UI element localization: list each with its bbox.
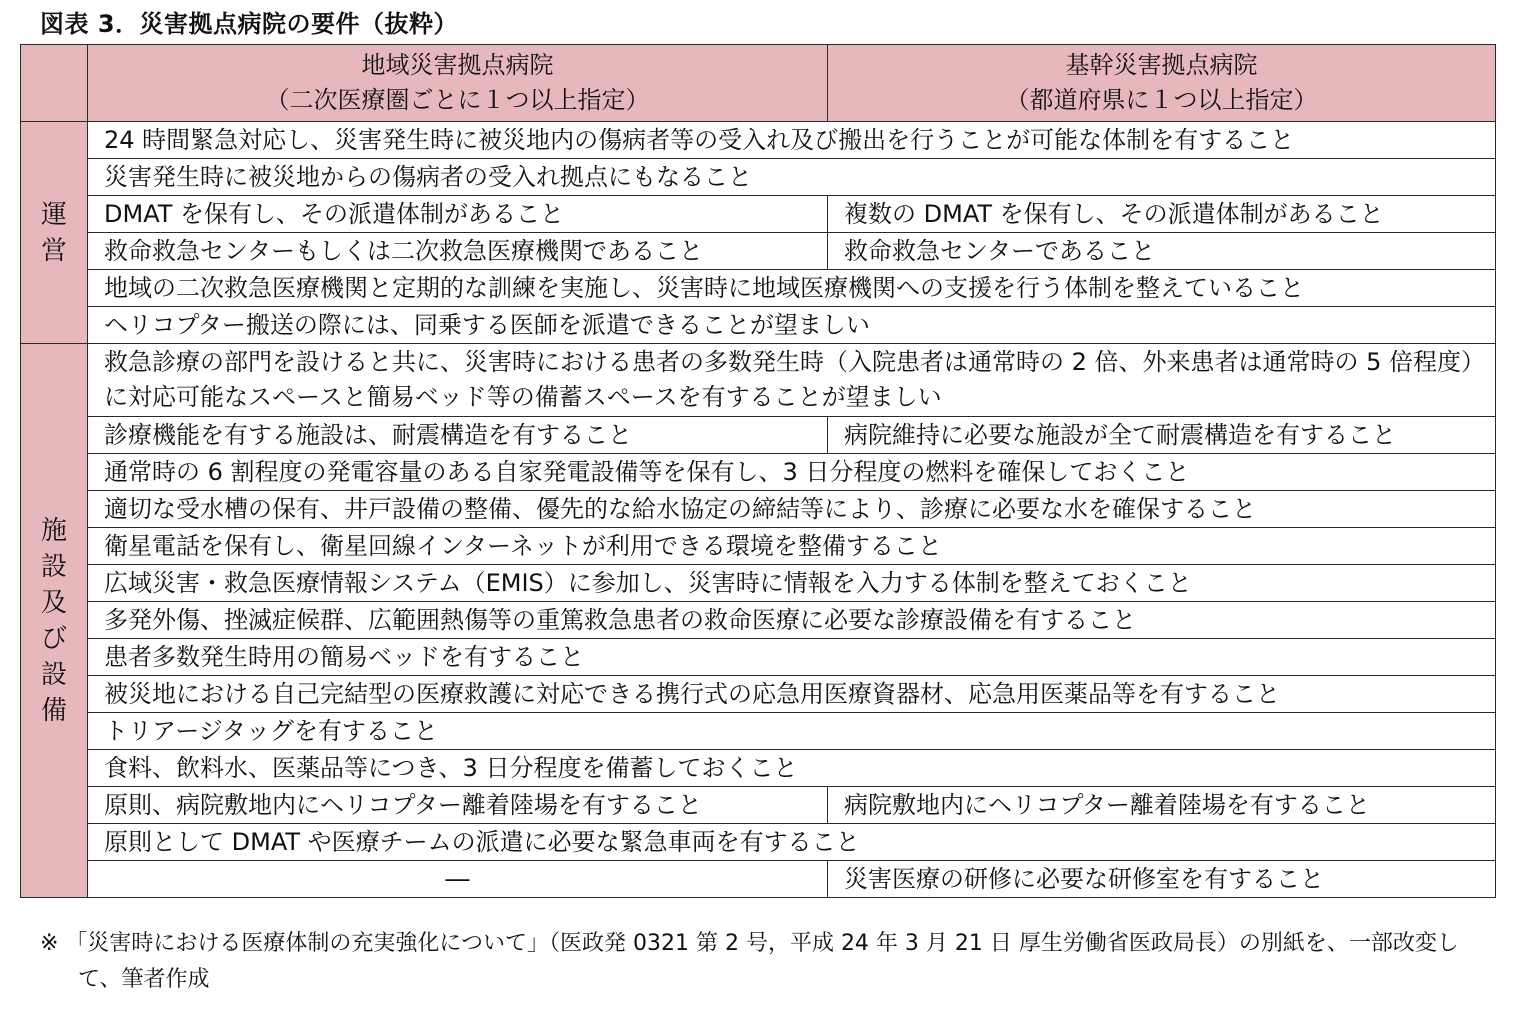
requirement-cell: 広域災害・救急医療情報システム（EMIS）に参加し、災害時に情報を入力する体制を整えておくこと bbox=[88, 565, 1496, 602]
requirement-cell: 適切な受水槽の保有、井戸設備の整備、優先的な給水協定の締結等により、診療に必要な水を確保すること bbox=[88, 491, 1496, 528]
table-row bbox=[21, 159, 1496, 196]
header-regional-subtitle: （二次医療圏ごとに１つ以上指定） bbox=[265, 86, 650, 114]
table-row bbox=[21, 344, 1496, 417]
figure-title: 図表 3．災害拠点病院の要件（抜粋） bbox=[40, 10, 459, 38]
table-row bbox=[21, 750, 1496, 787]
source-note: ※ 「災害時における医療体制の充実強化について」（医政発 0321 第 2 号，平成 24 年 3 月 21 日 厚生労働省医政局長）の別紙を、一部改変して、筆者作成 bbox=[40, 931, 1459, 992]
header-core-hospital bbox=[828, 45, 1496, 122]
requirement-cell-core: 災害医療の研修に必要な研修室を有すること bbox=[828, 861, 1496, 898]
requirement-cell: ヘリコプター搬送の際には、同乗する医師を派遣できることが望ましい bbox=[88, 307, 1496, 344]
requirement-cell: 災害発生時に被災地からの傷病者の受入れ拠点にもなること bbox=[88, 159, 1496, 196]
table-row bbox=[21, 491, 1496, 528]
table-row bbox=[21, 676, 1496, 713]
requirement-cell-regional: 原則、病院敷地内にヘリコプター離着陸場を有すること bbox=[88, 787, 828, 824]
header-core-title: 基幹災害拠点病院 bbox=[1065, 51, 1258, 79]
table-row bbox=[21, 307, 1496, 344]
requirement-cell: 被災地における自己完結型の医療救護に対応できる携行式の応急用医療資器材、応急用医薬品等を有すること bbox=[88, 676, 1496, 713]
table-row bbox=[21, 787, 1496, 824]
table-row bbox=[21, 233, 1496, 270]
header-corner-cell bbox=[21, 45, 88, 122]
requirement-cell-regional: 救命救急センターもしくは二次救急医療機関であること bbox=[88, 233, 828, 270]
requirement-cell-regional: 診療機能を有する施設は、耐震構造を有すること bbox=[88, 417, 828, 454]
table-row bbox=[21, 713, 1496, 750]
header-regional-hospital bbox=[88, 45, 828, 122]
requirement-cell-regional: DMAT を保有し、その派遣体制があること bbox=[88, 196, 828, 233]
requirement-cell-core: 病院維持に必要な施設が全て耐震構造を有すること bbox=[828, 417, 1496, 454]
requirement-cell-regional-empty: ― bbox=[88, 861, 828, 898]
requirement-cell: 多発外傷、挫滅症候群、広範囲熱傷等の重篤救急患者の救命医療に必要な診療設備を有すること bbox=[88, 602, 1496, 639]
table-header-row bbox=[21, 45, 1496, 122]
requirement-cell: トリアージタッグを有すること bbox=[88, 713, 1496, 750]
table-row bbox=[21, 824, 1496, 861]
requirement-cell: 通常時の 6 割程度の発電容量のある自家発電設備等を保有し、3 日分程度の燃料を確保しておくこと bbox=[88, 454, 1496, 491]
table-row bbox=[21, 861, 1496, 898]
requirement-cell: 救急診療の部門を設けると共に、災害時における患者の多数発生時（入院患者は通常時の 2 倍、外来患者は通常時の 5 倍程度）に対応可能なスペースと簡易ベッド等の備蓄スペースを有することが望ましい bbox=[88, 344, 1496, 417]
table-row bbox=[21, 528, 1496, 565]
table-row bbox=[21, 454, 1496, 491]
table-row bbox=[21, 565, 1496, 602]
table-row bbox=[21, 602, 1496, 639]
table-row bbox=[21, 270, 1496, 307]
header-core-subtitle: （都道府県に１つ以上指定） bbox=[1005, 86, 1318, 114]
requirement-cell: 原則として DMAT や医療チームの派遣に必要な緊急車両を有すること bbox=[88, 824, 1496, 861]
table-row bbox=[21, 417, 1496, 454]
header-regional-title: 地域災害拠点病院 bbox=[361, 51, 554, 79]
table-row bbox=[21, 639, 1496, 676]
category-facilities bbox=[21, 344, 88, 898]
requirement-cell-core: 複数の DMAT を保有し、その派遣体制があること bbox=[828, 196, 1496, 233]
requirement-cell: 衛星電話を保有し、衛星回線インターネットが利用できる環境を整備すること bbox=[88, 528, 1496, 565]
requirement-cell: 24 時間緊急対応し、災害発生時に被災地内の傷病者等の受入れ及び搬出を行うことが可能な体制を有すること bbox=[88, 122, 1496, 159]
category-operation bbox=[21, 122, 88, 344]
requirement-cell: 地域の二次救急医療機関と定期的な訓練を実施し、災害時に地域医療機関への支援を行う体制を整えていること bbox=[88, 270, 1496, 307]
table-row bbox=[21, 196, 1496, 233]
requirement-cell-core: 病院敷地内にヘリコプター離着陸場を有すること bbox=[828, 787, 1496, 824]
requirement-cell: 患者多数発生時用の簡易ベッドを有すること bbox=[88, 639, 1496, 676]
table-row bbox=[21, 122, 1496, 159]
requirement-cell: 食料、飲料水、医薬品等につき、3 日分程度を備蓄しておくこと bbox=[88, 750, 1496, 787]
category-operation-label: 運営 bbox=[40, 199, 67, 266]
category-facilities-label: 施設及び設備 bbox=[40, 515, 67, 726]
requirements-table bbox=[20, 44, 1496, 898]
requirement-cell-core: 救命救急センターであること bbox=[828, 233, 1496, 270]
